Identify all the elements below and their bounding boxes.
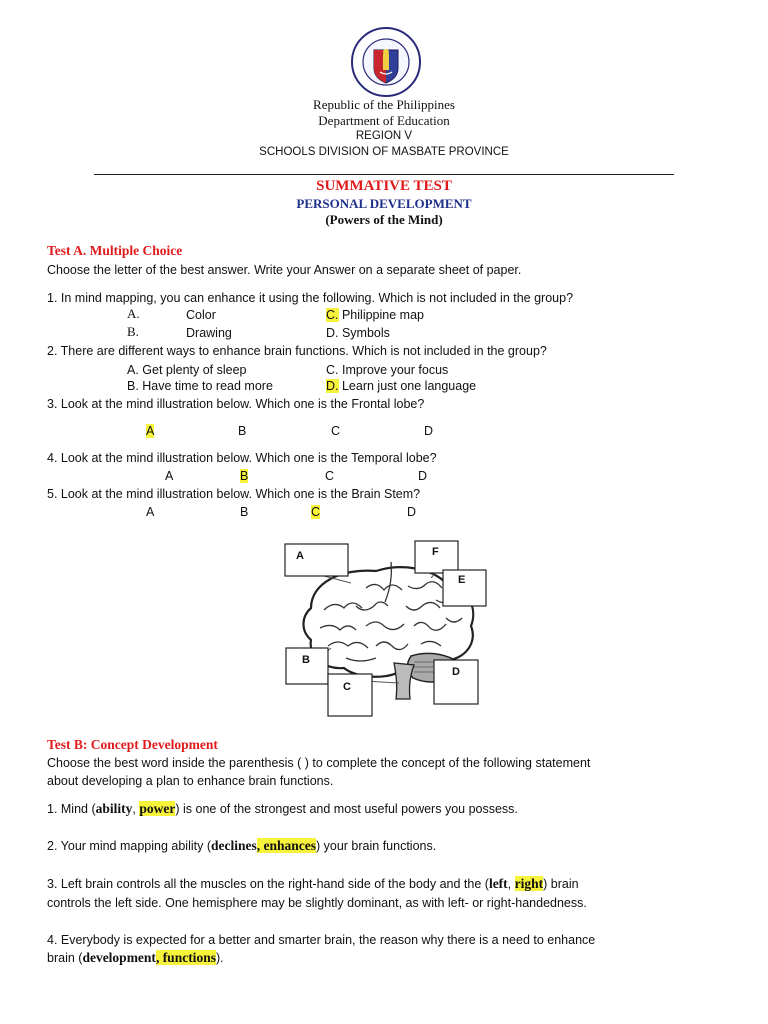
test-a-instruction: Choose the letter of the best answer. Write your Answer on a separate sheet of paper. xyxy=(47,263,522,277)
q1-option-b-letter: B. xyxy=(127,324,139,339)
subject-title: PERSONAL DEVELOPMENT xyxy=(296,196,472,211)
q5-choice-d: D xyxy=(407,505,417,519)
q3-choice-a: A xyxy=(146,424,155,438)
q5-choice-a: A xyxy=(146,505,155,519)
question-3: 3. Look at the mind illustration below. Which one is the Frontal lobe? xyxy=(47,397,425,411)
test-b-instruction-line2: about developing a plan to enhance brain functions. xyxy=(47,774,334,788)
statement-2: 2. Your mind mapping ability (declines, enhances) your brain functions. xyxy=(47,838,437,853)
statement-4-line1: 4. Everybody is expected for a better and smarter brain, the reason why there is a need to enhance xyxy=(47,933,596,947)
diagram-label-c: C xyxy=(343,681,351,693)
header-divider xyxy=(94,174,674,175)
brain-illustration xyxy=(216,538,556,723)
test-a-heading: Test A. Multiple Choice xyxy=(47,243,183,258)
diagram-label-b: B xyxy=(302,654,310,666)
question-4: 4. Look at the mind illustration below. Which one is the Temporal lobe? xyxy=(47,451,437,465)
statement-1: 1. Mind (ability, power) is one of the strongest and most useful powers you possess. xyxy=(47,801,518,816)
header-division: SCHOOLS DIVISION OF MASBATE PROVINCE xyxy=(259,146,509,158)
q3-choice-b: B xyxy=(238,424,247,438)
q1-option-d: D. Symbols xyxy=(326,326,390,340)
q4-choice-a: A xyxy=(165,469,174,483)
q3-choice-d: D xyxy=(424,424,434,438)
q4-choice-d: D xyxy=(418,469,428,483)
header-department: Department of Education xyxy=(318,113,450,128)
q2-option-b: B. Have time to read more xyxy=(127,379,273,393)
question-2: 2. There are different ways to enhance brain functions. Which is not included in the group? xyxy=(47,344,547,358)
brain-diagram xyxy=(216,538,556,723)
header-region: REGION V xyxy=(355,130,413,142)
diagram-label-d: D xyxy=(452,666,460,678)
diagram-label-a: A xyxy=(296,550,304,562)
q1-option-b-text: Drawing xyxy=(186,326,232,340)
diagram-label-f: F xyxy=(432,546,439,558)
q3-choice-c: C xyxy=(331,424,341,438)
statement-3-line1: 3. Left brain controls all the muscles on the right-hand side of the body and the (left, right) brain xyxy=(47,876,579,891)
q4-choice-c: C xyxy=(325,469,335,483)
test-b-heading: Test B: Concept Development xyxy=(47,737,218,752)
test-title: SUMMATIVE TEST xyxy=(316,178,452,194)
q5-choice-b: B xyxy=(240,505,249,519)
question-5: 5. Look at the mind illustration below. Which one is the Brain Stem? xyxy=(47,487,421,501)
label-box-a xyxy=(285,544,348,576)
header-republic: Republic of the Philippines xyxy=(313,97,455,112)
statement-3-line2: controls the left side. One hemisphere may be slightly dominant, as with left- or right-handedness. xyxy=(47,896,587,910)
deped-seal xyxy=(350,26,422,98)
topic-title: (Powers of the Mind) xyxy=(325,212,443,227)
q2-option-d: D. Learn just one language xyxy=(326,379,477,393)
q2-option-c: C. Improve your focus xyxy=(326,363,449,377)
q5-choice-c: C xyxy=(311,505,321,519)
q1-option-a-text: Color xyxy=(186,308,216,322)
q1-option-c: C. Philippine map xyxy=(326,308,424,322)
test-b-instruction-line1: Choose the best word inside the parenthesis ( ) to complete the concept of the following statement xyxy=(47,756,591,770)
diagram-label-e: E xyxy=(458,574,466,586)
q4-choice-b: B xyxy=(240,469,249,483)
q2-option-a: A. Get plenty of sleep xyxy=(127,363,247,377)
question-1: 1. In mind mapping, you can enhance it using the following. Which is not included in the group? xyxy=(47,291,574,305)
q1-option-a-letter: A. xyxy=(127,306,140,321)
statement-4-line2: brain (development, functions). xyxy=(47,950,224,965)
